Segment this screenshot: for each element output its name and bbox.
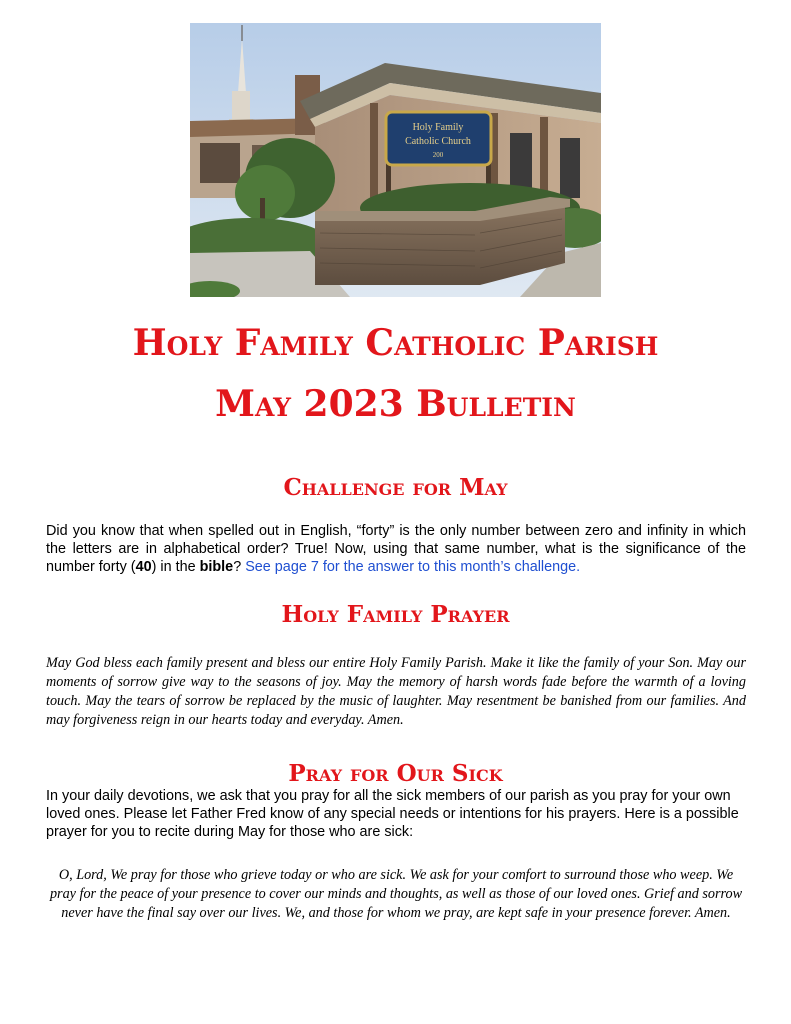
sick-heading: Pray for Our Sick <box>288 760 503 787</box>
sick-prayer-text: O, Lord, We pray for those who grieve today or who are sick. We ask for your comfort to surround those who weep. We pray for the peace of your presence to cover our minds and thoughts, as well as those of our loved ones. Grief and sorrow never have the final say over our lives. We, and those for whom we pray, are kept safe in your presence forever. Amen. <box>49 867 743 921</box>
challenge-heading: Challenge for May <box>283 474 508 501</box>
challenge-number: 40 <box>135 559 152 575</box>
sign-line2-text: Catholic Church <box>405 136 471 147</box>
prayer-heading: Holy Family Prayer <box>281 601 510 628</box>
family-prayer-text: May God bless each family present and bless our entire Holy Family Parish. Make it like the family of your Son. May our moments of sorrow give way to the seasons of joy. May the memory of harsh words fade before the warmth of a loving touch. May the tears of sorrow be replaced by the music of laughter. May resentment be banished from our families. And may forgiveness reign in our hearts today and everyday. Amen. <box>46 655 746 728</box>
sick-paragraph: In your daily devotions, we ask that you pray for all the sick members of our parish as you pray for your own loved ones. Please let Father Fred know of any special needs or intentions for his prayers. Here is a possible prayer for you to recite during May for those who are sick: <box>46 788 739 840</box>
bulletin-title-line1: Holy Family Catholic Parish <box>132 322 659 364</box>
church-illustration <box>190 23 601 297</box>
challenge-bible: bible <box>199 559 234 575</box>
sign-number-text: 200 <box>432 151 444 159</box>
sign-line1-text: Holy Family <box>412 122 464 133</box>
challenge-paragraph <box>46 522 746 576</box>
bulletin-title-line2: May 2023 Bulletin <box>215 383 576 425</box>
church-photo <box>190 23 601 297</box>
challenge-text-part2: ) in the <box>151 559 200 575</box>
challenge-text-part1: Did you know that when spelled out in English, “forty” is the only number between zero and infinity in which the letters are in alphabetical order? True! Now, using that same number, what is the significance of the number forty ( <box>46 523 746 575</box>
challenge-answer-link[interactable]: See page 7 for the answer to this month’s challenge. <box>245 559 581 575</box>
challenge-text-part3: ? <box>233 559 246 575</box>
